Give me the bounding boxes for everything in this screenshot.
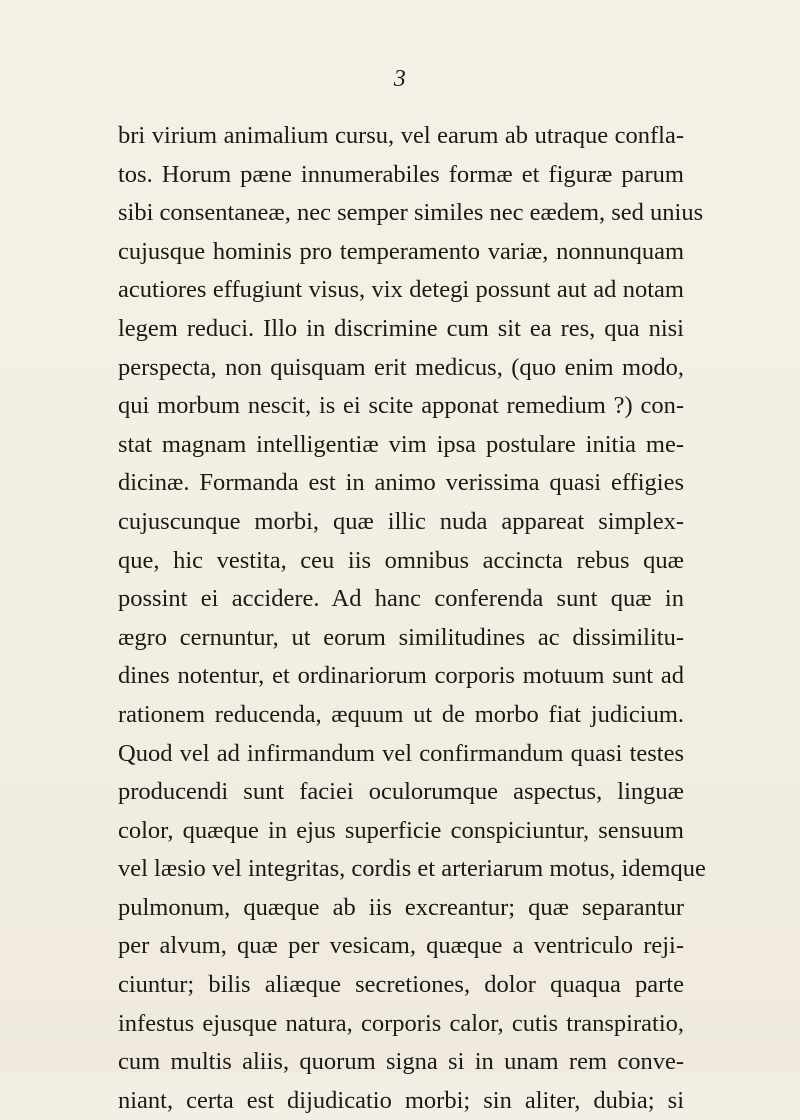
page-number: 3 <box>393 66 407 92</box>
text-line: rationem reducenda, æquum ut de morbo fiat judicium. <box>118 700 684 728</box>
text-line: ciuntur; bilis aliæque secretiones, dolor quaqua parte <box>118 971 684 999</box>
text-line: cujusque hominis pro temperamento variæ, nonnunquam <box>118 237 684 265</box>
text-line: qui morbum nescit, is ei scite apponat remedium ?) con- <box>118 392 684 420</box>
text-line: que, hic vestita, ceu iis omnibus accincta rebus quæ <box>118 546 684 574</box>
text-line: stat magnam intelligentiæ vim ipsa postulare initia me- <box>118 430 684 458</box>
text-line: Quod vel ad infirmandum vel confirmandum quasi testes <box>118 739 684 767</box>
text-line: possint ei accidere. Ad hanc conferenda sunt quæ in <box>118 585 684 613</box>
text-line: dicinæ. Formanda est in animo verissima quasi effigies <box>118 469 684 497</box>
body-text <box>118 117 706 1120</box>
text-line: vel læsio vel integritas, cordis et arteriarum motus, idemque <box>118 855 706 883</box>
text-line: perspecta, non quisquam erit medicus, (quo enim modo, <box>118 353 684 381</box>
text-line: cujuscunque morbi, quæ illic nuda appareat simplex- <box>118 507 684 535</box>
text-line: niant, certa est dijudicatio morbi; sin aliter, dubia; si <box>118 1086 684 1114</box>
text-line: producendi sunt faciei oculorumque aspectus, linguæ <box>118 778 684 806</box>
text-line: tos. Horum pæne innumerabiles formæ et figuræ parum <box>118 160 684 188</box>
text-line: sibi consentaneæ, nec semper similes nec eædem, sed unius <box>118 199 704 227</box>
text-line: ægro cernuntur, ut eorum similitudines ac dissimilitu- <box>118 623 684 651</box>
text-line: cum multis aliis, quorum signa si in unam rem conve- <box>118 1048 684 1076</box>
text-line: legem reduci. Illo in discrimine cum sit ea res, qua nisi <box>118 314 684 342</box>
text-line: color, quæque in ejus superficie conspiciuntur, sensuum <box>118 816 684 844</box>
text-line: bri virium animalium cursu, vel earum ab utraque confla- <box>118 122 684 149</box>
text-line: per alvum, quæ per vesicam, quæque a ventriculo reji- <box>118 932 684 960</box>
text-line: pulmonum, quæque ab iis excreantur; quæ separantur <box>118 893 684 921</box>
text-line: infestus ejusque natura, corporis calor, cutis transpiratio, <box>118 1009 684 1037</box>
text-line: acutiores effugiunt visus, vix detegi possunt aut ad notam <box>118 276 684 304</box>
text-line: dines notentur, et ordinariorum corporis motuum sunt ad <box>118 662 684 690</box>
